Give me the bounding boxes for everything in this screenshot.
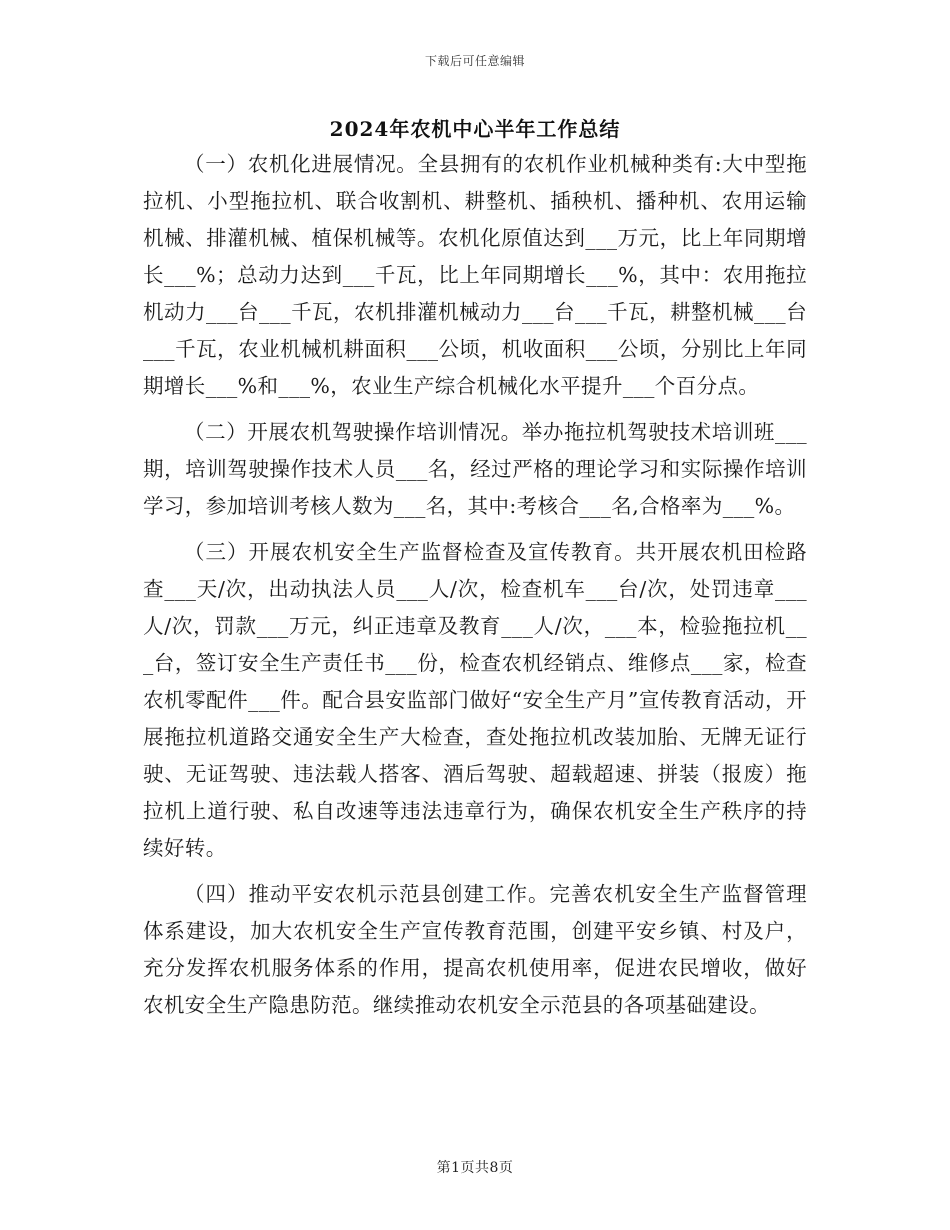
paragraph-3: （三）开展农机安全生产监督检查及宣传教育。共开展农机田检路查___天/次，出动执法人员___人/次，检查机车___台/次，处罚违章___人/次，罚款___万元，纠正违章及教育___人/次，___本，检验拖拉机___台，签订安全生产责任书___份，检查农机经销点、维修点___家，检查农机零配件___件。配合县安监部门做好“安全生产月”宣传教育活动，开展拖拉机道路交通安全生产大检查，查处拖拉机改装加胎、无牌无证行驶、无证驾驶、违法载人搭客、酒后驾驶、超载超速、拼装（报废）拖拉机上道行驶、私自改速等违法违章行为，确保农机安全生产秩序的持续好转。 <box>143 540 807 860</box>
paragraph-4: （四）推动平安农机示范县创建工作。完善农机安全生产监督管理体系建设，加大农机安全生产宣传教育范围，创建平安乡镇、村及户，充分发挥农机服务体系的作用，提高农机使用率，促进农民增收，做好农机安全生产隐患防范。继续推动农机安全示范县的各项基础建设。 <box>143 882 807 1017</box>
page-indicator: 第1页共8页 <box>436 1160 514 1176</box>
document-title: 2024年农机中心半年工作总结 <box>329 117 621 141</box>
paragraph-2: （二）开展农机驾驶操作培训情况。举办拖拉机驾驶技术培训班___期，培训驾驶操作技术人员___名，经过严格的理论学习和实际操作培训学习，参加培训考核人数为___名，其中:考核合___名,合格率为___%。 <box>143 420 807 518</box>
header-note: 下载后可任意编辑 <box>424 54 525 68</box>
paragraph-1: （一）农机化进展情况。全县拥有的农机作业机械种类有:大中型拖拉机、小型拖拉机、联合收割机、耕整机、插秧机、播种机、农用运输机械、排灌机械、植保机械等。农机化原值达到___万元，比上年同期增长___%；总动力达到___千瓦，比上年同期增长___%，其中：农用拖拉机动力___台___千瓦，农机排灌机械动力___台___千瓦，耕整机械___台___千瓦，农业机械机耕面积___公顷，机收面积___公顷，分别比上年同期增长___%和___%，农业生产综合机械化水平提升___个百分点。 <box>143 152 807 398</box>
document-body <box>143 146 807 1033</box>
